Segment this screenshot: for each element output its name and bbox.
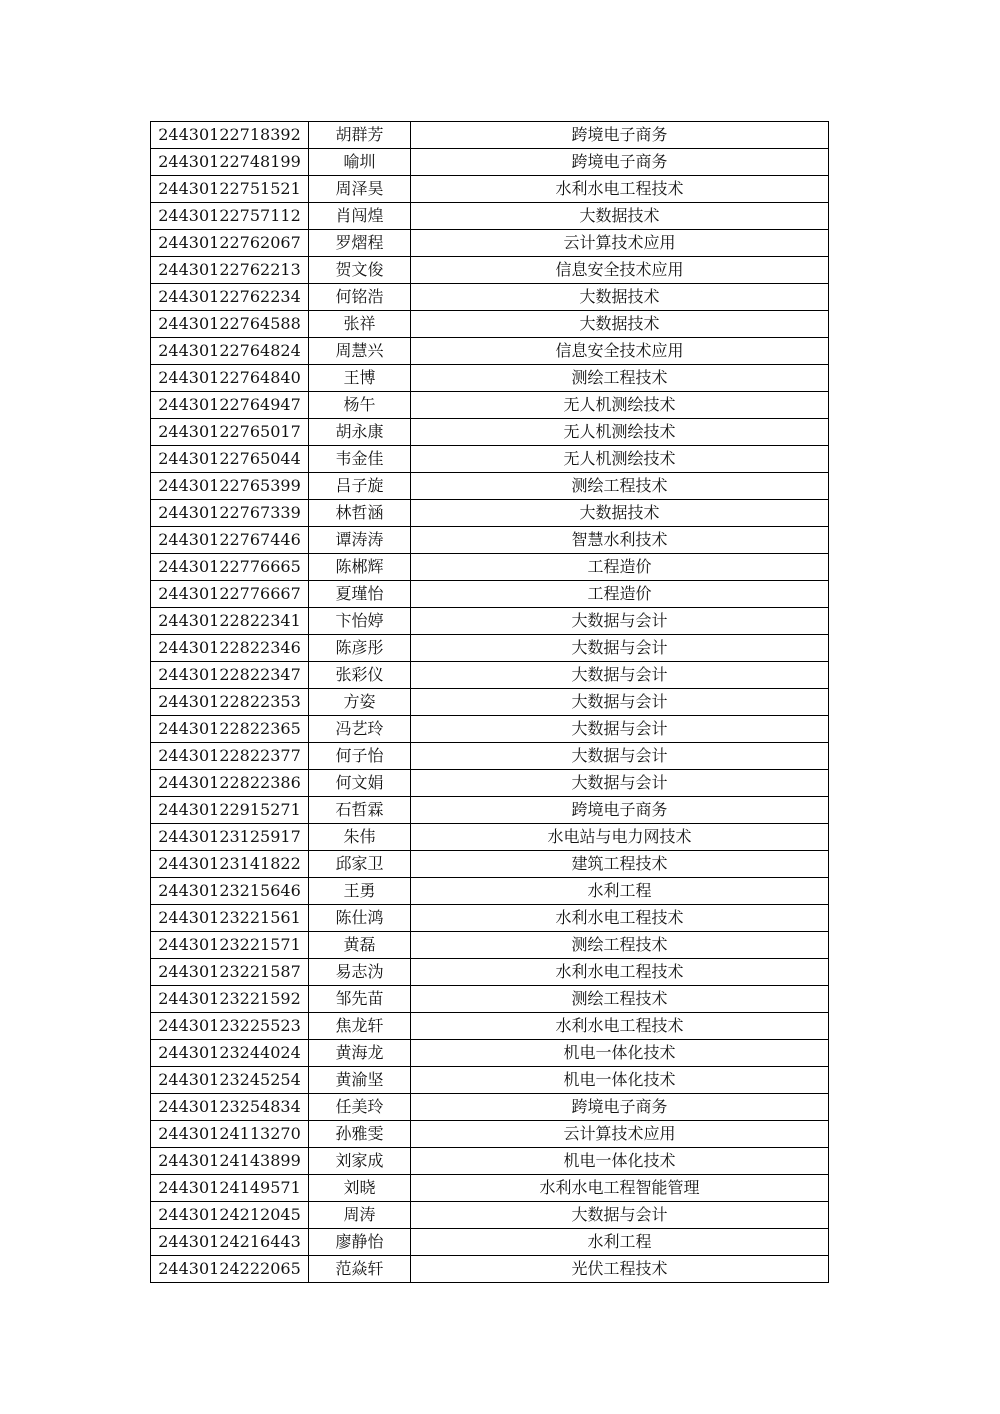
major-cell: 智慧水利技术	[411, 527, 829, 554]
major-cell: 机电一体化技术	[411, 1148, 829, 1175]
student-id-cell: 24430122765017	[151, 419, 309, 446]
table-row	[151, 662, 829, 689]
major-cell: 大数据技术	[411, 500, 829, 527]
student-id-cell: 24430123225523	[151, 1013, 309, 1040]
major-cell: 无人机测绘技术	[411, 446, 829, 473]
major-cell: 水利工程	[411, 1229, 829, 1256]
major-cell: 无人机测绘技术	[411, 392, 829, 419]
table-row	[151, 392, 829, 419]
table-row	[151, 716, 829, 743]
major-cell: 大数据技术	[411, 311, 829, 338]
table-row	[151, 473, 829, 500]
student-id-cell: 24430122748199	[151, 149, 309, 176]
major-cell: 大数据与会计	[411, 635, 829, 662]
major-cell: 水利水电工程智能管理	[411, 1175, 829, 1202]
student-name-cell: 刘晓	[309, 1175, 411, 1202]
major-cell: 大数据与会计	[411, 743, 829, 770]
major-cell: 无人机测绘技术	[411, 419, 829, 446]
major-cell: 跨境电子商务	[411, 1094, 829, 1121]
major-cell: 跨境电子商务	[411, 149, 829, 176]
student-name-cell: 韦金佳	[309, 446, 411, 473]
table-row	[151, 365, 829, 392]
table-row	[151, 770, 829, 797]
student-name-cell: 冯艺玲	[309, 716, 411, 743]
student-id-cell: 24430122764840	[151, 365, 309, 392]
student-roster-table	[150, 121, 829, 1283]
student-name-cell: 卞怡婷	[309, 608, 411, 635]
student-id-cell: 24430123221571	[151, 932, 309, 959]
student-name-cell: 杨午	[309, 392, 411, 419]
major-cell: 信息安全技术应用	[411, 338, 829, 365]
major-cell: 水利工程	[411, 878, 829, 905]
student-name-cell: 周泽昊	[309, 176, 411, 203]
major-cell: 大数据技术	[411, 203, 829, 230]
table-row	[151, 905, 829, 932]
student-name-cell: 易志沩	[309, 959, 411, 986]
student-id-cell: 24430122822341	[151, 608, 309, 635]
student-id-cell: 24430122822346	[151, 635, 309, 662]
student-id-cell: 24430124149571	[151, 1175, 309, 1202]
table-row	[151, 311, 829, 338]
major-cell: 跨境电子商务	[411, 122, 829, 149]
table-row	[151, 608, 829, 635]
student-name-cell: 陈仕鸿	[309, 905, 411, 932]
table-row	[151, 446, 829, 473]
major-cell: 云计算技术应用	[411, 1121, 829, 1148]
student-id-cell: 24430122915271	[151, 797, 309, 824]
student-id-cell: 24430123254834	[151, 1094, 309, 1121]
student-id-cell: 24430122762067	[151, 230, 309, 257]
student-id-cell: 24430124143899	[151, 1148, 309, 1175]
student-name-cell: 何文娟	[309, 770, 411, 797]
student-name-cell: 周涛	[309, 1202, 411, 1229]
table-row	[151, 149, 829, 176]
student-name-cell: 陈彦彤	[309, 635, 411, 662]
student-name-cell: 陈郴辉	[309, 554, 411, 581]
student-id-cell: 24430122767339	[151, 500, 309, 527]
student-name-cell: 方姿	[309, 689, 411, 716]
student-id-cell: 24430122718392	[151, 122, 309, 149]
major-cell: 工程造价	[411, 581, 829, 608]
student-id-cell: 24430122776665	[151, 554, 309, 581]
table-row	[151, 689, 829, 716]
major-cell: 跨境电子商务	[411, 797, 829, 824]
table-row	[151, 1202, 829, 1229]
table-row	[151, 797, 829, 824]
table-row	[151, 1040, 829, 1067]
student-name-cell: 胡永康	[309, 419, 411, 446]
student-id-cell: 24430124222065	[151, 1256, 309, 1283]
student-id-cell: 24430122762213	[151, 257, 309, 284]
student-id-cell: 24430124113270	[151, 1121, 309, 1148]
student-name-cell: 朱伟	[309, 824, 411, 851]
major-cell: 大数据技术	[411, 284, 829, 311]
major-cell: 工程造价	[411, 554, 829, 581]
student-name-cell: 黄渝坚	[309, 1067, 411, 1094]
table-row	[151, 1013, 829, 1040]
table-row	[151, 122, 829, 149]
table-row	[151, 986, 829, 1013]
table-row	[151, 230, 829, 257]
student-name-cell: 王博	[309, 365, 411, 392]
student-id-cell: 24430122765044	[151, 446, 309, 473]
major-cell: 信息安全技术应用	[411, 257, 829, 284]
major-cell: 光伏工程技术	[411, 1256, 829, 1283]
student-id-cell: 24430122757112	[151, 203, 309, 230]
table-row	[151, 824, 829, 851]
table-row	[151, 554, 829, 581]
major-cell: 大数据与会计	[411, 662, 829, 689]
student-name-cell: 夏瑾怡	[309, 581, 411, 608]
table-row	[151, 527, 829, 554]
major-cell: 机电一体化技术	[411, 1040, 829, 1067]
student-name-cell: 石哲霖	[309, 797, 411, 824]
student-id-cell: 24430123221587	[151, 959, 309, 986]
student-id-cell: 24430122822377	[151, 743, 309, 770]
student-id-cell: 24430122751521	[151, 176, 309, 203]
student-name-cell: 何铭浩	[309, 284, 411, 311]
student-name-cell: 黄磊	[309, 932, 411, 959]
major-cell: 大数据与会计	[411, 689, 829, 716]
student-name-cell: 张彩仪	[309, 662, 411, 689]
major-cell: 大数据与会计	[411, 716, 829, 743]
student-id-cell: 24430122822386	[151, 770, 309, 797]
student-id-cell: 24430123221592	[151, 986, 309, 1013]
table-row	[151, 284, 829, 311]
student-name-cell: 黄海龙	[309, 1040, 411, 1067]
table-row	[151, 581, 829, 608]
table-row	[151, 1148, 829, 1175]
major-cell: 测绘工程技术	[411, 473, 829, 500]
student-id-cell: 24430123245254	[151, 1067, 309, 1094]
student-name-cell: 周慧兴	[309, 338, 411, 365]
student-id-cell: 24430122764588	[151, 311, 309, 338]
table-row	[151, 1229, 829, 1256]
major-cell: 测绘工程技术	[411, 365, 829, 392]
student-name-cell: 孙雅雯	[309, 1121, 411, 1148]
student-name-cell: 喻圳	[309, 149, 411, 176]
major-cell: 大数据与会计	[411, 1202, 829, 1229]
student-id-cell: 24430124212045	[151, 1202, 309, 1229]
student-name-cell: 吕子旋	[309, 473, 411, 500]
student-name-cell: 贺文俊	[309, 257, 411, 284]
table-row	[151, 1256, 829, 1283]
student-id-cell: 24430123221561	[151, 905, 309, 932]
major-cell: 水电站与电力网技术	[411, 824, 829, 851]
student-id-cell: 24430122764947	[151, 392, 309, 419]
table-row	[151, 878, 829, 905]
table-row	[151, 1175, 829, 1202]
major-cell: 水利水电工程技术	[411, 176, 829, 203]
student-id-cell: 24430123125917	[151, 824, 309, 851]
table-row	[151, 635, 829, 662]
student-name-cell: 胡群芳	[309, 122, 411, 149]
table-row	[151, 959, 829, 986]
table-row	[151, 500, 829, 527]
student-id-cell: 24430123141822	[151, 851, 309, 878]
major-cell: 测绘工程技术	[411, 986, 829, 1013]
major-cell: 云计算技术应用	[411, 230, 829, 257]
roster-table-body	[151, 122, 829, 1283]
table-row	[151, 1067, 829, 1094]
student-name-cell: 廖静怡	[309, 1229, 411, 1256]
student-id-cell: 24430122822365	[151, 716, 309, 743]
major-cell: 机电一体化技术	[411, 1067, 829, 1094]
major-cell: 测绘工程技术	[411, 932, 829, 959]
student-id-cell: 24430122767446	[151, 527, 309, 554]
table-row	[151, 743, 829, 770]
student-id-cell: 24430122762234	[151, 284, 309, 311]
student-id-cell: 24430122822353	[151, 689, 309, 716]
table-row	[151, 932, 829, 959]
major-cell: 水利水电工程技术	[411, 959, 829, 986]
major-cell: 水利水电工程技术	[411, 905, 829, 932]
student-name-cell: 肖闯煌	[309, 203, 411, 230]
student-name-cell: 张祥	[309, 311, 411, 338]
student-id-cell: 24430123215646	[151, 878, 309, 905]
student-name-cell: 罗熠程	[309, 230, 411, 257]
table-row	[151, 203, 829, 230]
student-name-cell: 任美玲	[309, 1094, 411, 1121]
major-cell: 大数据与会计	[411, 770, 829, 797]
student-name-cell: 刘家成	[309, 1148, 411, 1175]
table-row	[151, 1094, 829, 1121]
student-name-cell: 范焱轩	[309, 1256, 411, 1283]
student-name-cell: 王勇	[309, 878, 411, 905]
table-row	[151, 1121, 829, 1148]
student-name-cell: 邹先苗	[309, 986, 411, 1013]
table-row	[151, 338, 829, 365]
student-id-cell: 24430122822347	[151, 662, 309, 689]
student-id-cell: 24430123244024	[151, 1040, 309, 1067]
student-id-cell: 24430122776667	[151, 581, 309, 608]
table-row	[151, 257, 829, 284]
student-id-cell: 24430124216443	[151, 1229, 309, 1256]
major-cell: 水利水电工程技术	[411, 1013, 829, 1040]
student-name-cell: 何子怡	[309, 743, 411, 770]
table-row	[151, 851, 829, 878]
major-cell: 大数据与会计	[411, 608, 829, 635]
student-name-cell: 谭涛涛	[309, 527, 411, 554]
table-row	[151, 176, 829, 203]
student-name-cell: 焦龙轩	[309, 1013, 411, 1040]
table-row	[151, 419, 829, 446]
major-cell: 建筑工程技术	[411, 851, 829, 878]
student-id-cell: 24430122764824	[151, 338, 309, 365]
student-name-cell: 林哲涵	[309, 500, 411, 527]
student-name-cell: 邱家卫	[309, 851, 411, 878]
student-id-cell: 24430122765399	[151, 473, 309, 500]
